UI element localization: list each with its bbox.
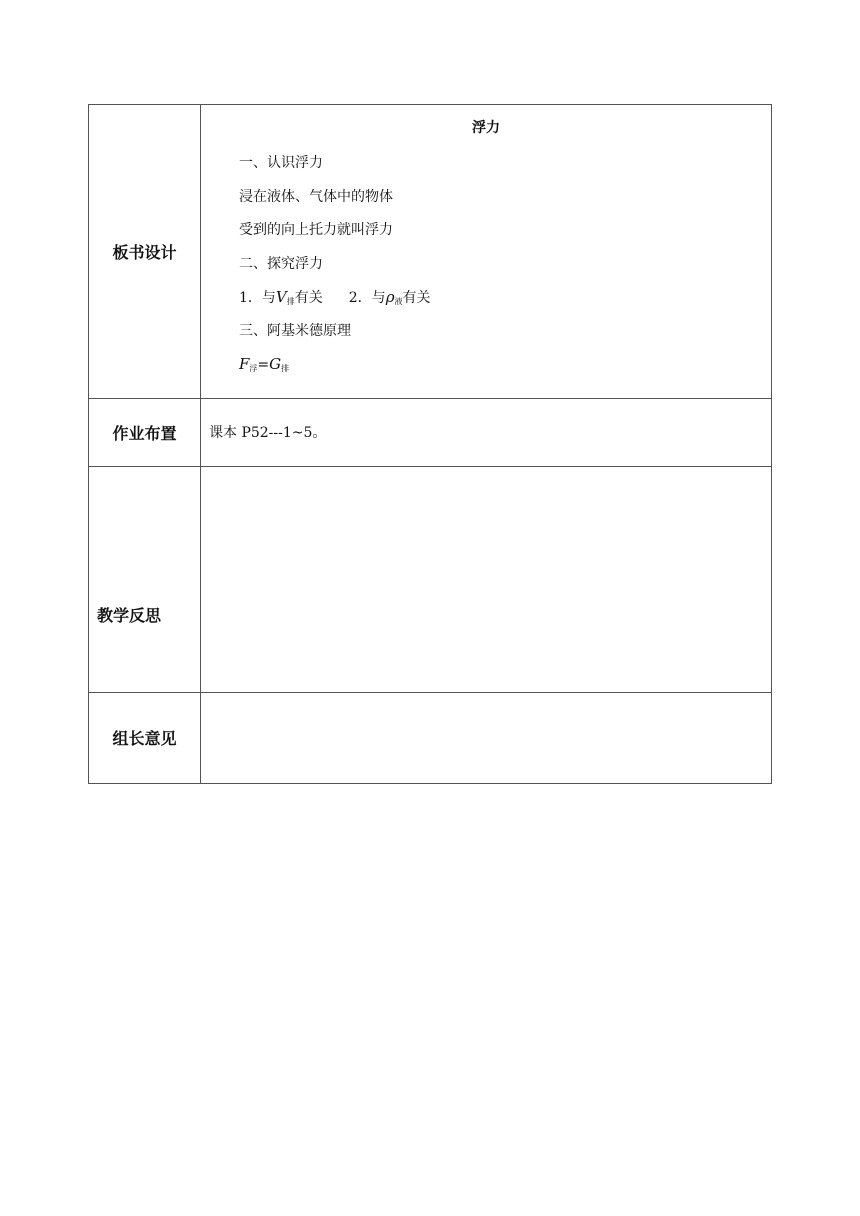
formula-equals: = (257, 357, 270, 373)
homework-row (89, 398, 772, 466)
board-line-1: 一、认识浮力 (239, 155, 323, 171)
board-line-4: 二、探究浮力 (239, 255, 323, 272)
factor-1-subscript: 排 (286, 297, 295, 306)
homework-label: 作业布置 (89, 398, 201, 466)
formula-lhs-subscript: 浮 (249, 364, 258, 373)
reflection-row (89, 466, 772, 692)
factor-1-symbol: V (275, 288, 287, 306)
board-title: 浮力 (472, 120, 500, 136)
board-design-row (89, 105, 772, 399)
factor-1-prefix: 1．与 (239, 290, 276, 306)
leader-opinion-row (89, 692, 772, 783)
reflection-content (201, 466, 772, 692)
board-line-3: 受到的向上托力就叫浮力 (239, 222, 393, 238)
leader-opinion-label: 组长意见 (89, 692, 201, 783)
board-line-2: 浸在液体、气体中的物体 (239, 188, 393, 205)
lesson-plan-table (88, 104, 772, 784)
leader-opinion-content (201, 692, 772, 783)
factor-2-prefix: 2．与 (348, 290, 386, 306)
factor-2-subscript: 液 (394, 297, 403, 306)
board-line-6: 三、阿基米德原理 (239, 322, 351, 339)
board-design-content (201, 105, 772, 399)
factor-1-suffix: 有关 (294, 290, 323, 306)
formula-rhs-subscript: 排 (281, 364, 290, 373)
board-formula (239, 354, 771, 388)
homework-content: 课本 P52---1~5。 (201, 398, 772, 466)
factor-2-symbol: ρ (385, 288, 395, 306)
factor-2-suffix: 有关 (402, 290, 431, 306)
formula-lhs: F (239, 355, 250, 373)
formula-rhs: G (269, 355, 282, 373)
board-design-label: 板书设计 (89, 105, 201, 399)
reflection-label: 教学反思 (89, 466, 201, 692)
board-line-factors (239, 287, 771, 321)
